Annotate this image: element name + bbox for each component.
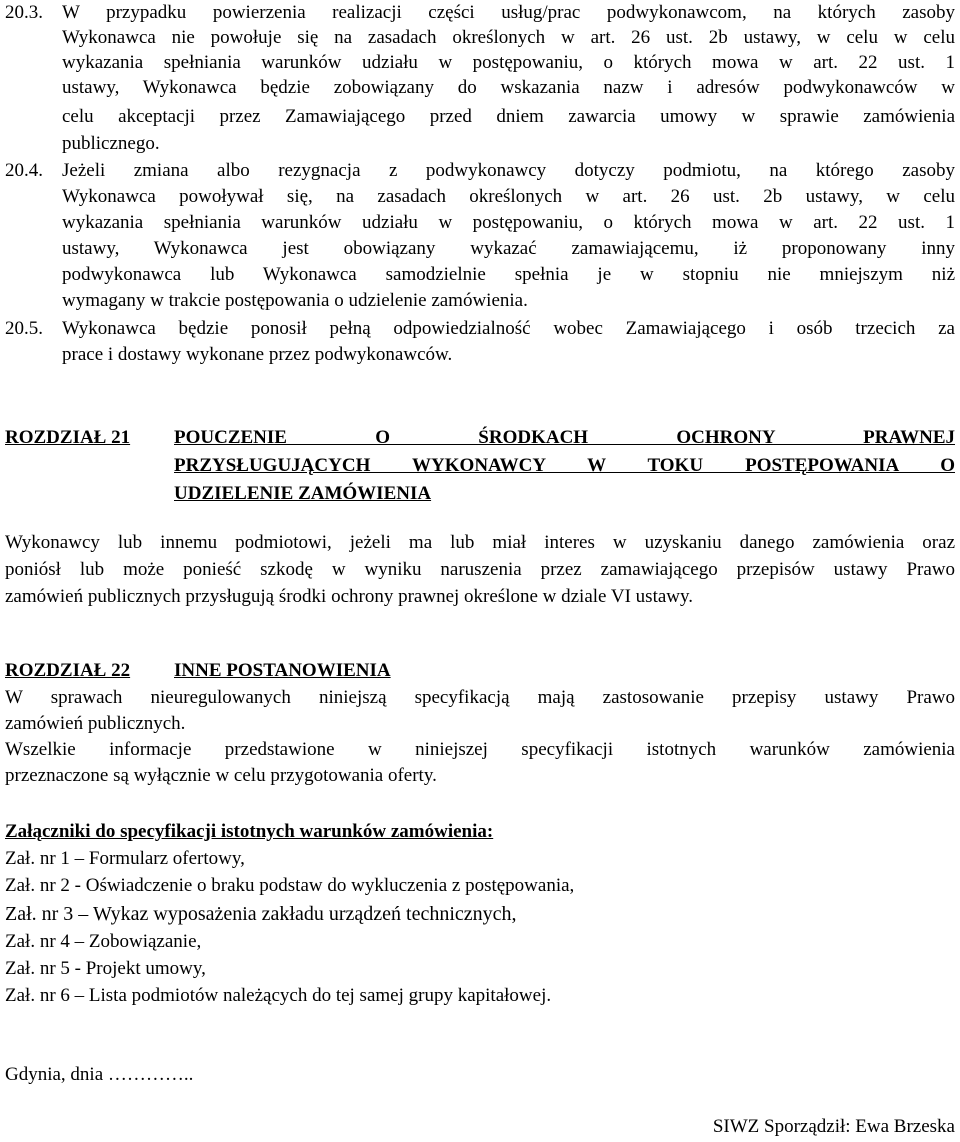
attachment-item: Zał. nr 4 – Zobowiązanie, [5,931,202,952]
chapter-label: ROZDZIAŁ 21 [5,427,131,448]
paragraph-line: W sprawach nieuregulowanych niniejszą specyfikacją mają zastosowanie przepisy ustawy Prawo [5,687,955,708]
paragraph-line: przeznaczone są wyłącznie w celu przygotowania oferty. [5,765,437,786]
chapter-label: ROZDZIAŁ 22 [5,660,131,681]
paragraph-line: wymagany w trakcie postępowania o udzielenie zamówienia. [62,290,528,311]
attachment-item: Zał. nr 2 - Oświadczenie o braku podstaw do wykluczenia z postępowania, [5,875,575,896]
place-date: Gdynia, dnia ………….. [5,1064,194,1085]
paragraph-line: ustawy, Wykonawca będzie zobowiązany do wskazania nazw i adresów podwykonawców w [62,77,955,98]
paragraph-line: Wykonawca będzie ponosił pełną odpowiedzialność wobec Zamawiającego i osób trzecich za [62,318,955,339]
paragraph-line: ustawy, Wykonawca jest obowiązany wykazać zamawiającemu, iż proponowany inny [62,238,955,259]
paragraph-line: prace i dostawy wykonane przez podwykonawców. [62,344,453,365]
paragraph-line: wykazania spełniania warunków udziału w postępowaniu, o których mowa w art. 22 ust. 1 [62,212,955,233]
paragraph-line: zamówień publicznych przysługują środki ochrony prawnej określone w dziale VI ustawy. [5,586,694,607]
paragraph-line: publicznego. [62,133,160,154]
paragraph-line: Wszelkie informacje przedstawione w niniejszej specyfikacji istotnych warunków zamówienia [5,739,955,760]
attachment-item: Zał. nr 1 – Formularz ofertowy, [5,848,245,869]
paragraph-line: Wykonawcy lub innemu podmiotowi, jeżeli ma lub miał interes w uzyskaniu danego zamówienia oraz [5,532,955,553]
section-number: 20.5. [5,318,43,339]
attachment-item: Zał. nr 3 – Wykaz wyposażenia zakładu urządzeń technicznych, [5,903,517,925]
chapter-title-line: PRZYSŁUGUJĄCYCH WYKONAWCY W TOKU POSTĘPOWANIA O [174,455,955,476]
paragraph-line: celu akceptacji przez Zamawiającego przed dniem zawarcia umowy w sprawie zamówienia [62,106,955,127]
paragraph-line: Wykonawca powoływał się, na zasadach określonych w art. 26 ust. 2b ustawy, w celu [62,186,955,207]
signature: SIWZ Sporządził: Ewa Brzeska [712,1116,955,1137]
paragraph-line: W przypadku powierzenia realizacji części usług/prac podwykonawcom, na których zasoby [62,2,955,23]
chapter-title-line: POUCZENIE O ŚRODKACH OCHRONY PRAWNEJ [174,427,955,448]
paragraph-line: Jeżeli zmiana albo rezygnacja z podwykonawcy dotyczy podmiotu, na którego zasoby [62,160,955,181]
paragraph-line: wykazania spełniania warunków udziału w postępowaniu, o których mowa w art. 22 ust. 1 [62,52,955,73]
attachments-heading: Załączniki do specyfikacji istotnych warunków zamówienia: [5,821,494,842]
attachment-item: Zał. nr 5 - Projekt umowy, [5,958,206,979]
chapter-title: INNE POSTANOWIENIA [174,660,391,681]
chapter-title-line: UDZIELENIE ZAMÓWIENIA [174,483,432,504]
paragraph-line: Wykonawca nie powołuje się na zasadach określonych w art. 26 ust. 2b ustawy, w celu w celu [62,27,955,48]
section-number: 20.4. [5,160,43,181]
paragraph-line: zamówień publicznych. [5,713,186,734]
paragraph-line: poniósł lub może ponieść szkodę w wyniku naruszenia przez zamawiającego przepisów ustawy Prawo [5,559,955,580]
attachment-item: Zał. nr 6 – Lista podmiotów należących do tej samej grupy kapitałowej. [5,985,552,1006]
section-number: 20.3. [5,2,43,23]
paragraph-line: podwykonawca lub Wykonawca samodzielnie spełnia je w stopniu nie mniejszym niż [62,264,955,285]
